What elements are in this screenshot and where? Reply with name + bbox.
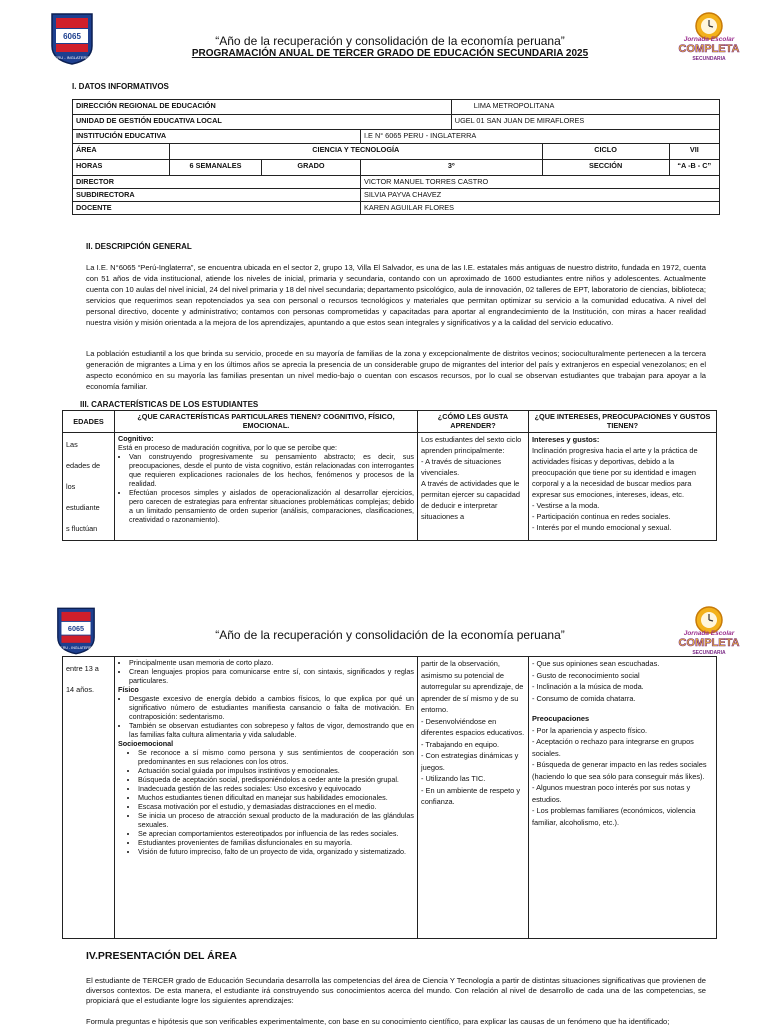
program-title: PROGRAMACIÓN ANUAL DE TERCER GRADO DE EDUCACIÓN SECUNDARIA 2025 [191,48,589,59]
intereses-line: - Consumo de comida chatarra. [532,693,636,703]
col-intereses-header: ¿QUE INTERESES, PREOCUPACIONES Y GUSTOS TIENEN? [529,411,717,433]
col-aprender-header: ¿CÓMO LES GUSTA APRENDER? [418,411,529,433]
logo-jornada-main: COMPLETA [678,637,740,649]
list-item: • Estudiantes provenientes de familias disfuncionales en su mayoría. [138,838,414,847]
descripcion-paragraph-2: La población estudiantil a los que brinda su servicio, procede en su mayoría de familias de la zona y excepcionalmente de distritos vecinos; socioculturalmente pertenecen a la tercera generación de migrantes a Lima y en los últimos años se aprecia la presencia de un considerable grupo de migrantes del interior del país y extranjeros en especial venezolanos; en el aspecto económico en su mayoría las familias presentan un nivel medio-bajo o cuentan con escasos recursos, por lo cual se observan estudiantes que trabajan para apoyar a la economía familiar. [86,349,706,391]
logo-jornada-bottom: SECUNDARIA [692,56,726,62]
aprender-line: - Trabajando en equipo. [421,739,500,749]
presentacion-paragraph-2: Formula preguntas e hipótesis que son verificables experimentalmente, con base en su conocimiento científico, para explicar las causas de un fenómeno que ha identificado; [86,1017,670,1026]
school-shield-icon [50,12,94,66]
director-value: VICTOR MANUEL TORRES CASTRO [361,176,720,189]
dre-value: LIMA METROPOLITANA [451,100,719,115]
intereses-line: Inclinación progresiva hacia el arte y la práctica de actividades físicas y deportivas, debido a la preocupación que tiene por su identidad e imagen corporal y a la necesidad de buscar medios para expresar sus emociones, intereses, ideas, etc. [532,446,698,499]
aprender-line: - Con estrategias dinámicas y juegos. [421,751,519,772]
ciclo-value: VII [669,144,719,160]
edades-line: Las [66,440,78,449]
list-item: • Actuación social guiada por impulsos instintivos y emocionales. [138,766,414,775]
logo-number: 6065 [63,32,81,41]
aprender-line: A través de actividades que le permitan ejercer su capacidad de deducir e interpretar situaciones a [421,479,521,521]
caracteristicas-table-p1 [62,410,717,541]
descripcion-heading: II. DESCRIPCIÓN GENERAL [86,242,192,251]
cognitivo-intro: Está en proceso de maduración cognitiva, por lo que se percibe que: [118,443,337,452]
edades-line: s fluctúan [66,524,98,533]
col-caracteristicas-header: ¿QUE CARACTERÍSTICAS PARTICULARES TIENEN? COGNITIVO, FÍSICO, EMOCIONAL. [115,411,418,433]
logo-caption: PERU - INGLATERRA [52,55,92,60]
logo-caption: PERU - INGLATERRA [57,646,95,651]
seccion-value: “A -B - C” [669,160,719,176]
intereses-line: - Vestirse a la moda. [532,501,600,510]
caracteristicas-heading: III. CARACTERÍSTICAS DE LOS ESTUDIANTES [80,400,259,409]
socio-title: Socioemocional [118,739,174,748]
aprender-line: Los estudiantes del sexto ciclo aprenden principalmente: [421,435,522,455]
school-logo-left-p2 [56,606,96,656]
list-item: • Se reconoce a sí mismo como persona y sus sentimientos de cooperación son predominantes en sus relaciones con los otros. [138,748,414,766]
preocupaciones-line: - Por la apariencia y aspecto físico. [532,725,648,735]
list-item: • Desgaste excesivo de energía debido a cambios físicos, lo que explica por qué un significativo número de estudiantes manifiesta cansancio o falta de motivación. En contraposición: sedentarismo. [129,694,414,721]
logo-jornada-top: Jornada Escolar [683,630,735,637]
grado-value: 3º [361,160,543,176]
list-item: • Se inicia un proceso de atracción sexual producto de la maduración de las glándulas sexuales. [138,811,414,829]
ugel-label: UNIDAD DE GESTIÓN EDUCATIVA LOCAL [73,115,452,130]
edades-line: edades de [66,461,101,470]
year-slogan: “Año de la recuperación y consolidación de la economía peruana” [215,34,565,48]
subdirectora-label: SUBDIRECTORA [73,189,361,202]
docente-value: KAREN AGUILAR FLORES [361,202,720,215]
intereses-title: Intereses y gustos: [532,435,600,444]
ie-value: I.E N° 6065 PERU - INGLATERRA [361,130,720,144]
seccion-label: SECCIÓN [542,160,669,176]
area-label: ÁREA [73,144,170,160]
list-item: • Inadecuada gestión de las redes sociales: Uso excesivo y equivocado [138,784,414,793]
aprender-cell-p1 [418,433,529,541]
edades-line: 14 años. [66,685,94,694]
intereses-cell-p2 [529,657,717,939]
list-item: • Visión de futuro impreciso, falto de un proyecto de vida, organizado y sistematizado. [138,847,414,856]
aprender-cell-p2 [418,657,529,939]
area-value: CIENCIA Y TECNOLOGÍA [170,144,543,160]
list-item: • Crean lenguajes propios para comunicarse entre sí, con sintaxis, significados y reglas particulares. [129,667,414,685]
edades-cell-p2 [63,657,115,939]
aprender-line: partir de la observación, asimismo su potencial de autorregular su aprendizaje, de aprender de sí mismo y de su entorno. [421,659,524,714]
aprender-line: - A través de situaciones vivenciales. [421,457,502,477]
aprender-line: - Desenvolviéndose en diferentes espacios educativos. [421,716,525,737]
intereses-line: - Inclinación a la música de moda. [532,682,644,691]
intereses-line: - Que sus opiniones sean escuchadas. [532,659,660,668]
school-logo-left [50,12,94,66]
preocupaciones-line: - Algunos muestran poco interés por sus notas y estudios. [532,783,691,804]
list-item: • Efectúan procesos simples y aislados de operacionalización al desarrollar ejercicios, pero carecen de estrategias para enfrentar situaciones problemáticas complejas; debido a un limitado pensamiento de orden superior (análisis, comparaciones, clasificaciones, creatividad o razonamiento). [129,488,414,524]
caracteristicas-cell-p1 [115,433,418,541]
intereses-line: - Participación continua en redes sociales. [532,512,671,521]
presentacion-heading: IV.PRESENTACIÓN DEL ÁREA [86,950,237,962]
preocupaciones-line: - Búsqueda de generar impacto en las redes sociales (haciendo lo que sea sólo para conseguir más likes). [532,760,707,781]
edades-line: los [66,482,76,491]
intereses-line: - Interés por el mundo emocional y sexual. [532,523,672,532]
caracteristicas-table-p2 [62,656,717,939]
intereses-line: - Gusto de reconocimiento social [532,670,640,680]
ciclo-label: CICLO [542,144,669,160]
list-item: • Van construyendo progresivamente su pensamiento abstracto; es decir, sus preocupaciones, desde el punto de vista cognitivo, están relacionadas con interrogantes que requieren explicaciones racionales de los hechos, fenómenos y procesos de la realidad. [129,452,414,488]
preocupaciones-line: - Los problemas familiares (económicos, violencia familiar, alcoholismo, etc.). [532,806,696,827]
school-shield-icon [56,606,96,656]
list-item: • Muchos estudiantes tienen dificultad en manejar sus habilidades emocionales. [138,793,414,802]
list-item: • También se observan estudiantes con sobrepeso y faltos de vigor, demostrando que en las familias falta cultura alimentaria y vida saludable. [129,721,414,739]
subdirectora-value: SILVIA PAYVA CHAVEZ [361,189,720,202]
logo-number: 6065 [67,624,85,633]
descripcion-paragraph-1: La I.E. N°6065 “Perú-Inglaterra”, se encuentra ubicada en el sector 2, grupo 13, Villa El Salvador, es una de las I.E. estatales más antiguas de nuestro distrito, fundada en 1972, cuenta con 51 años de vida institucional, atiende los niveles de inicial, primaria y secundaria, contando con un aproximado de 1600 estudiantes entre niños y adolescentes. Actualmente cuenta con 10 aulas del nivel inicial, 24 del nivel primaria y 18 del nivel secundaria; departamento psicológico, aula de innovación, 02 talleres de EPT, laboratorio de ciencias, biblioteca; servicios que requerimos sean repotenciados ya sea con personal o recursos tecnológicos y materiales que permitan optimizar su servicio a la comunidad educativa. A nivel del personal directivo, docente y administrativo; contamos con personas comprometidas y capacitadas para aportar al engrandecimiento de la Institución, con miras a hacer realidad nuestra visión y misión orientada a la mejora de los aprendizajes, apuntando a que estos sean integrales y significativos y a la calidad del servicio educativo. [86,263,706,327]
jornada-logo-right-p2 [676,602,742,660]
datos-heading: I. DATOS INFORMATIVOS [72,82,169,91]
presentacion-paragraph-1: El estudiante de TERCER grado de Educación Secundaria desarrolla las competencias del área de Ciencia Y Tecnología a partir de distintas situaciones significativas que provienen de diversos contextos. De esta manera, el estudiante irá construyendo sus conocimientos acerca del mundo. Con relación al nivel de desarrollo de cada una de las competencias, se propiciará que el estudiante logre los siguientes aprendizajes: [86,976,706,1005]
ugel-value: UGEL 01 SAN JUAN DE MIRAFLORES [451,115,719,130]
intereses-cell-p1 [529,433,717,541]
dre-label: DIRECCIÓN REGIONAL DE EDUCACIÓN [73,100,452,115]
docente-label: DOCENTE [73,202,361,215]
cognitivo-title: Cognitivo: [118,434,154,443]
jornada-badge-icon [676,602,742,660]
list-item: • Escasa motivación por el estudio, y demasiadas distracciones en el medio. [138,802,414,811]
preocupaciones-line: - Aceptación o rechazo para integrarse en grupos sociales. [532,737,694,758]
fisico-title: Físico [118,685,139,694]
list-item: • Se aprecian comportamientos estereotipados por influencia de las redes sociales. [138,829,414,838]
logo-jornada-main: COMPLETA [678,43,740,55]
edades-cell-p1 [63,433,115,541]
ie-label: INSTITUCIÓN EDUCATIVA [73,130,361,144]
aprender-line: - En un ambiente de respeto y confianza. [421,785,521,806]
director-label: DIRECTOR [73,176,361,189]
edades-line: estudiante [66,503,100,512]
logo-jornada-top: Jornada Escolar [683,36,735,43]
year-slogan-p2: “Año de la recuperación y consolidación de la economía peruana” [215,628,565,642]
jornada-badge-icon [676,8,742,66]
list-item: • Búsqueda de aceptación social, predisponiéndolos a ceder ante la presión grupal. [138,775,414,784]
logo-jornada-bottom: SECUNDARIA [692,650,726,656]
datos-table [72,99,720,215]
list-item: • Principalmente usan memoria de corto plazo. [129,658,414,667]
jornada-logo-right [676,8,742,66]
horas-label: HORAS [73,160,170,176]
col-edades-header: EDADES [63,411,115,433]
grado-label: GRADO [262,160,361,176]
horas-value: 6 SEMANALES [170,160,262,176]
aprender-line: - Utilizando las TIC. [421,774,486,783]
preocupaciones-title: Preocupaciones [532,714,590,723]
edades-line: entre 13 a [66,664,99,673]
caracteristicas-cell-p2 [115,657,418,939]
